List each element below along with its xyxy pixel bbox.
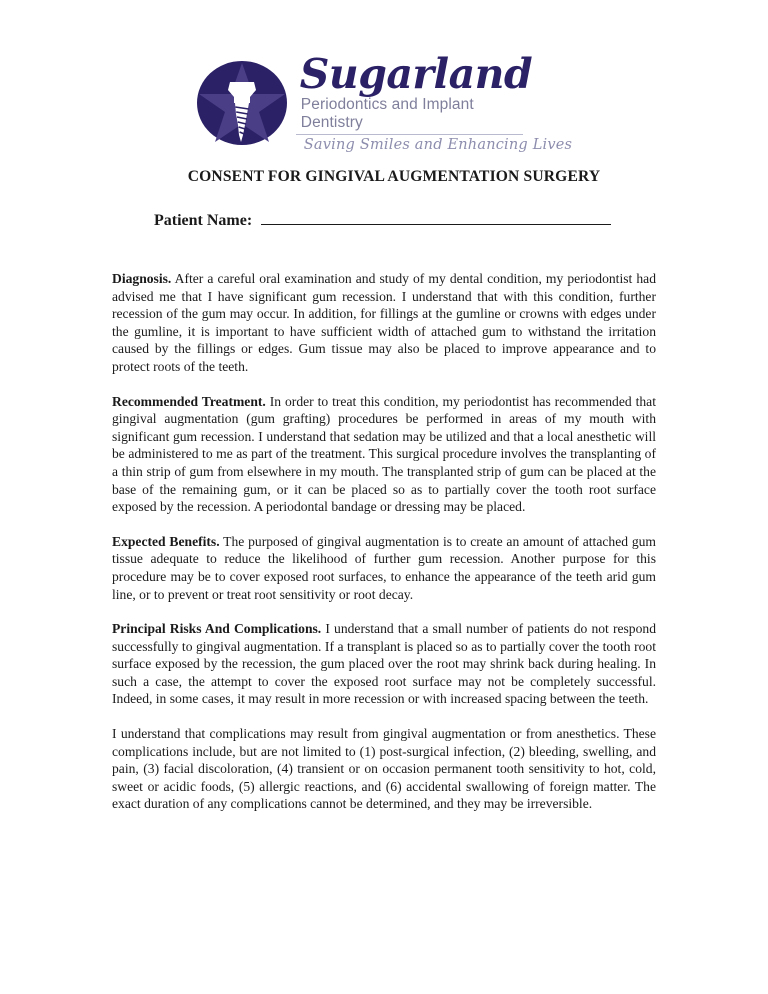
patient-name-row: [112, 212, 656, 230]
paragraph-lead: Diagnosis.: [112, 271, 172, 286]
page-title: CONSENT FOR GINGIVAL AUGMENTATION SURGERY: [187, 168, 601, 185]
brand-subtitle: Periodontics and Implant Dentistry: [296, 94, 523, 135]
paragraph-expected-benefits: [112, 533, 656, 603]
paragraph-text: In order to treat this condition, my periodontist has recommended that gingival augmentation (gum grafting) procedures be performed in areas of my mouth with significant gum recession. I understand that sedation may be utilized and that a local anesthetic will be administered to me as part of the treatment. This surgical procedure involves the transplanting of a thin strip of gum from elsewhere in my mouth. The transplanted strip of gum can be placed at the base of the remaining gum, or it can be placed so as to partially cover the tooth root surface exposed by the recession. A periodontal bandage or dressing may be placed.: [112, 393, 656, 515]
paragraph-lead: Expected Benefits.: [112, 533, 220, 549]
letterhead: [0, 52, 768, 154]
brand-name: Sugarland: [299, 50, 533, 98]
paragraph-lead: Recommended Treatment.: [112, 393, 266, 409]
brand-tagline: Saving Smiles and Enhancing Lives: [303, 136, 573, 153]
patient-name-label: Patient Name:: [154, 212, 253, 229]
paragraph-diagnosis: [112, 270, 656, 376]
practice-logo: [196, 52, 572, 154]
patient-name-input[interactable]: [261, 212, 611, 225]
paragraph-text: I understand that a small number of patients do not respond successfully to gingival augmentation. If a transplant is placed so as to partially cover the tooth root surface exposed by the recession, the gum placed over the root may shrink back during healing. In such a case, the attempt to cover the exposed root surface may not be completely successful. Indeed, in some cases, it may result in more recession or with increased spacing between the teeth.: [112, 621, 656, 707]
paragraph-text: I understand that complications may result from gingival augmentation or from anesthetics. These complications include, but are not limited to (1) post-surgical infection, (2) bleeding, swelling, and pain, (3) facial discoloration, (4) transient or on occasion permanent tooth sensitivity to hot, cold, sweet or acidic foods, (5) allergic reactions, and (6) accidental swallowing of foreign matter. The exact duration of any complications cannot be determined, and they may be irreversible.: [112, 726, 656, 812]
paragraph-principal-risks: [112, 620, 656, 708]
consent-body: [112, 270, 656, 813]
paragraph-recommended-treatment: [112, 393, 656, 516]
paragraph-text: The purposed of gingival augmentation is to create an amount of attached gum tissue adequate to reduce the likelihood of further gum recession. Another purpose for this procedure may be to cover exposed root surfaces, to enhance the appearance of the teeth arid gum line, or to prevent or treat root sensitivity or root decay.: [112, 533, 656, 602]
consent-form: [112, 168, 656, 813]
paragraph-text: After a careful oral examination and study of my dental condition, my periodontist had advised me that I have significant gum recession. I understand that with this condition, further recession of the gum may occur. In addition, for fillings at the gumline or crowns with edges under the gumline, it is important to have sufficient width of attached gum to withstand the irritation caused by the fillings or edges. Gum tissue may also be placed to improve appearance and to protect roots of the teeth.: [112, 271, 656, 374]
brand-wordmark: [296, 52, 572, 154]
paragraph-complications: [112, 725, 656, 813]
dental-implant-icon: [196, 57, 288, 149]
paragraph-lead: Principal Risks And Complications.: [112, 621, 322, 637]
